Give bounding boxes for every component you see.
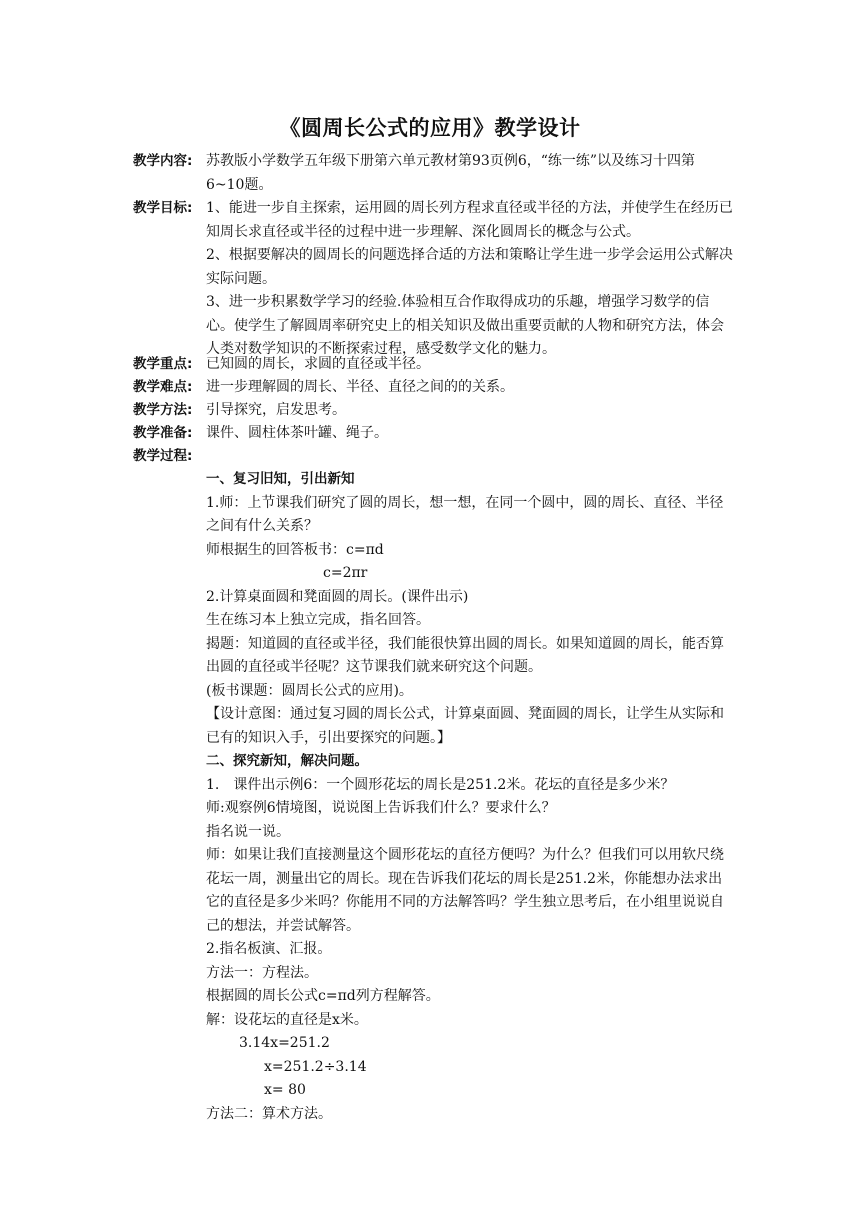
section-1-paragraph-1: 1.师：上节课我们研究了圆的周长，想一想，在同一个圆中，圆的周长、直径、半径之间有什么关系？ xyxy=(206,494,724,534)
teaching-content-row xyxy=(133,150,733,197)
method-text: 引导探究，启发思考。 xyxy=(206,402,346,418)
section-2-paragraph-5: 2.指名板演、汇报。 xyxy=(206,941,332,957)
key-point-text: 已知圆的周长，求圆的直径或半径。 xyxy=(206,356,430,372)
teaching-content-text: 苏教版小学数学五年级下册第六单元教材第93页例6，“练一练”以及练习十四第6~10题。 xyxy=(206,153,696,193)
section-2-paragraph-7: 根据圆的周长公式c=πd列方程解答。 xyxy=(206,988,440,1004)
key-point-row xyxy=(133,353,733,377)
teaching-content-label: 教学内容: xyxy=(133,153,193,169)
method-label: 教学方法: xyxy=(133,402,193,418)
teaching-goals-label: 教学目标: xyxy=(133,200,193,216)
difficulty-label: 教学难点: xyxy=(133,379,193,395)
preparation-label: 教学准备: xyxy=(133,425,193,441)
section-2-paragraph-6: 方法一：方程法。 xyxy=(206,964,318,981)
design-intent-note: 【设计意图：通过复习圆的周长公式，计算桌面圆、凳面圆的周长，让学生从实际和已有的知识入手，引出要探究的问题。】 xyxy=(206,706,724,746)
process-body xyxy=(206,468,734,1126)
equation-line-1: 3.14x=251.2 xyxy=(239,1035,330,1051)
section-2-paragraph-1: 1. 课件出示例6：一个圆形花坛的周长是251.2米。花坛的直径是多少米？ xyxy=(206,776,675,793)
section-2-paragraph-2: 师:观察例6情境图，说说图上告诉我们什么？要求什么？ xyxy=(206,800,556,816)
section-1-paragraph-5: 揭题：知道圆的直径或半径，我们能很快算出圆的周长。如果知道圆的周长，能否算出圆的直径或半径呢？这节课我们就来研究这个问题。 xyxy=(206,635,724,675)
difficulty-row xyxy=(133,376,733,400)
goal-2: 2、根据要解决的圆周长的问题选择合适的方法和策略让学生进一步学会运用公式解决实际问题。 xyxy=(206,247,733,287)
goal-1: 1、能进一步自主探索，运用圆的周长列方程求直径或半径的方法，并使学生在经历已知周长求直径或半径的过程中进一步理解、深化圆周长的概念与公式。 xyxy=(206,200,733,240)
process-label: 教学过程: xyxy=(133,448,193,464)
teaching-goals-row xyxy=(133,197,733,362)
equation-line-3: x= 80 xyxy=(264,1082,306,1098)
section-1-paragraph-3: 2.计算桌面圆和凳面圆的周长。(课件出示) xyxy=(206,588,469,605)
section-1-paragraph-2: 师根据生的回答板书：c=πd xyxy=(206,541,384,558)
preparation-row xyxy=(133,422,733,446)
section-1-paragraph-6: (板书课题：圆周长公式的应用)。 xyxy=(206,682,413,699)
section-2-heading: 二、探究新知，解决问题。 xyxy=(206,753,368,769)
goal-3: 3、进一步积累数学学习的经验.体验相互合作取得成功的乐趣，增强学习数学的信心。使学生了解圆周率研究史上的相关知识及做出重要贡献的人物和研究方法，体会人类对数学知识的不断探索过程，感受数学文化的魅力。 xyxy=(206,294,724,357)
section-1-heading: 一、复习旧知，引出新知 xyxy=(206,471,355,487)
equation-line-2: x=251.2÷3.14 xyxy=(264,1058,367,1075)
document-title: 《圆周长公式的应用》教学设计 xyxy=(279,116,581,140)
formula-circumference-radius: c=2πr xyxy=(323,565,368,581)
difficulty-text: 进一步理解圆的周长、半径、直径之间的的关系。 xyxy=(206,379,514,395)
section-2-paragraph-3: 指名说一说。 xyxy=(206,823,290,840)
key-point-label: 教学重点: xyxy=(133,356,193,372)
section-2-paragraph-8: 解：设花坛的直径是x米。 xyxy=(206,1011,368,1028)
method-row xyxy=(133,399,733,423)
preparation-text: 课件、圆柱体茶叶罐、绳子。 xyxy=(206,425,388,441)
section-1-paragraph-4: 生在练习本上独立完成，指名回答。 xyxy=(206,612,430,628)
section-2-paragraph-4: 师：如果让我们直接测量这个圆形花坛的直径方便吗？为什么？但我们可以用软尺绕花坛一周，测量出它的周长。现在告诉我们花坛的周长是251.2米，你能想办法求出它的直径是多少米吗？你能用不同的方法解答吗？学生独立思考后，在小组里说说自己的想法，并尝试解答。 xyxy=(206,847,724,934)
section-2-paragraph-9: 方法二：算术方法。 xyxy=(206,1105,332,1122)
